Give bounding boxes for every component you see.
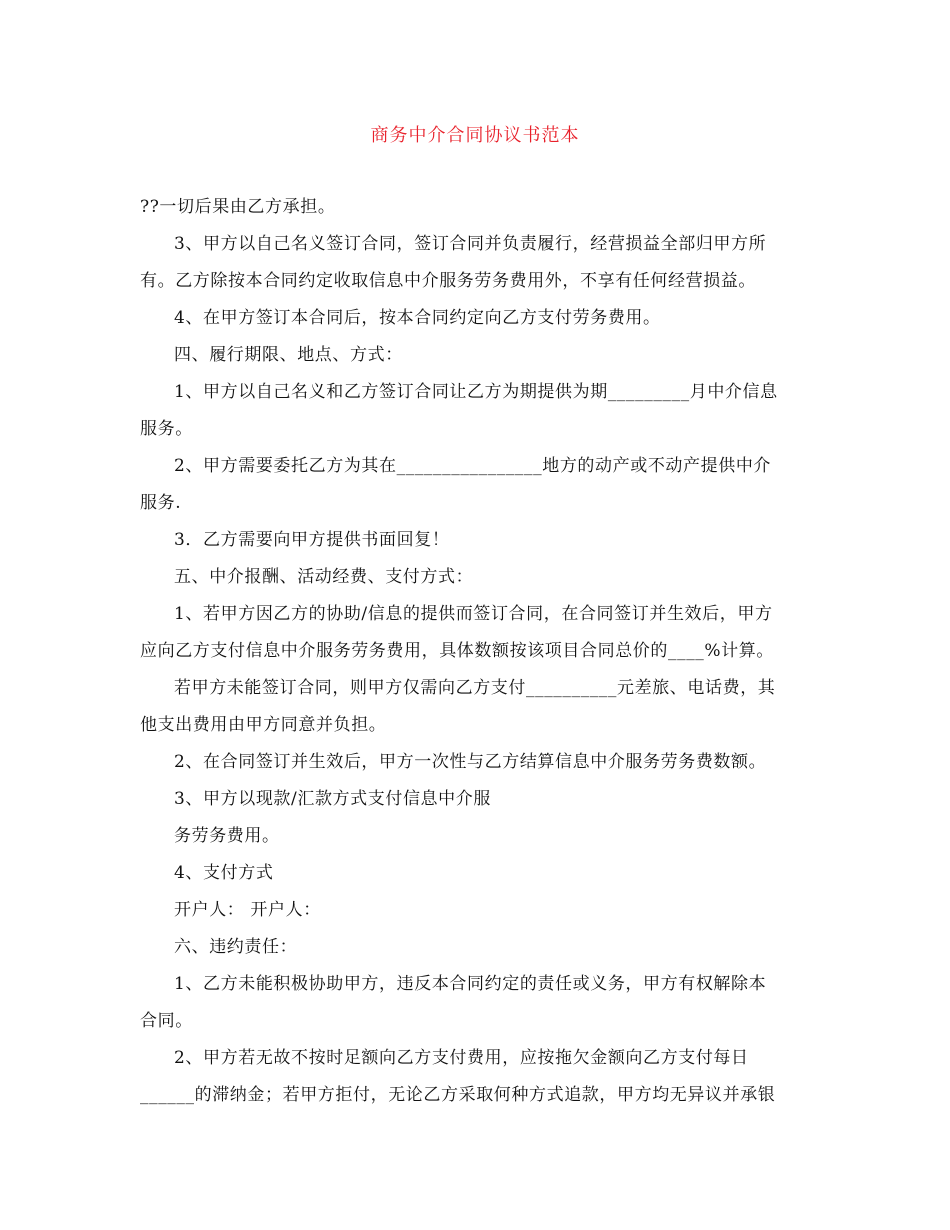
paragraph-line: 有。乙方除按本合同约定收取信息中介服务劳务费用外，不享有任何经营损益。: [140, 271, 756, 291]
paragraph-line: 服务.: [140, 493, 182, 513]
paragraph-line: 1、若甲方因乙方的协助/信息的提供而签订合同，在合同签订并生效后，甲方: [174, 604, 773, 624]
paragraph-line: 服务。: [140, 419, 193, 439]
paragraph-line: 他支出费用由甲方同意并负担。: [140, 715, 387, 735]
paragraph-line: 3、甲方以现款/汇款方式支付信息中介服: [174, 789, 491, 809]
paragraph-line: 务劳务费用。: [174, 826, 280, 846]
paragraph-line: 开户人： 开户人：: [174, 900, 321, 920]
paragraph-line: 4、在甲方签订本合同后，按本合同约定向乙方支付劳务费用。: [174, 308, 661, 328]
paragraph-line: 2、甲方若无故不按时足额向乙方支付费用，应按拖欠金额向乙方支付每日: [174, 1048, 749, 1068]
paragraph-line: 2、甲方需要委托乙方为其在________________地方的动产或不动产提供中介: [174, 456, 772, 476]
paragraph-line: 4、支付方式: [174, 863, 274, 883]
paragraph-line: 1、甲方以自己名义和乙方签订合同让乙方为期提供为期_________月中介信息: [174, 382, 778, 402]
paragraph-line: ______的滞纳金；若甲方拒付，无论乙方采取何种方式追款，甲方均无异议并承银: [140, 1085, 776, 1105]
paragraph-line: 合同。: [140, 1011, 193, 1031]
paragraph-line: 3、甲方以自己名义签订合同，签订合同并负责履行，经营损益全部归甲方所: [174, 234, 767, 254]
paragraph-line: 应向乙方支付信息中介服务劳务费用，具体数额按该项目合同总价的____%计算。: [140, 641, 774, 661]
paragraph-line: 四、履行期限、地点、方式：: [174, 345, 403, 365]
paragraph-line: ??一切后果由乙方承担。: [140, 197, 336, 217]
document-body: [140, 194, 812, 1119]
paragraph-line: 2、在合同签订并生效后，甲方一次性与乙方结算信息中介服务劳务费数额。: [174, 752, 767, 772]
paragraph-line: 若甲方未能签订合同，则甲方仅需向乙方支付__________元差旅、电话费，其: [174, 678, 776, 698]
paragraph-line: 六、违约责任：: [174, 937, 298, 957]
paragraph-line: 五、中介报酬、活动经费、支付方式：: [174, 567, 474, 587]
document-title: 商务中介合同协议书范本: [370, 125, 580, 146]
paragraph-line: 3．乙方需要向甲方提供书面回复！: [174, 530, 450, 550]
paragraph-line: 1、乙方未能积极协助甲方，违反本合同约定的责任或义务，甲方有权解除本: [174, 974, 767, 994]
